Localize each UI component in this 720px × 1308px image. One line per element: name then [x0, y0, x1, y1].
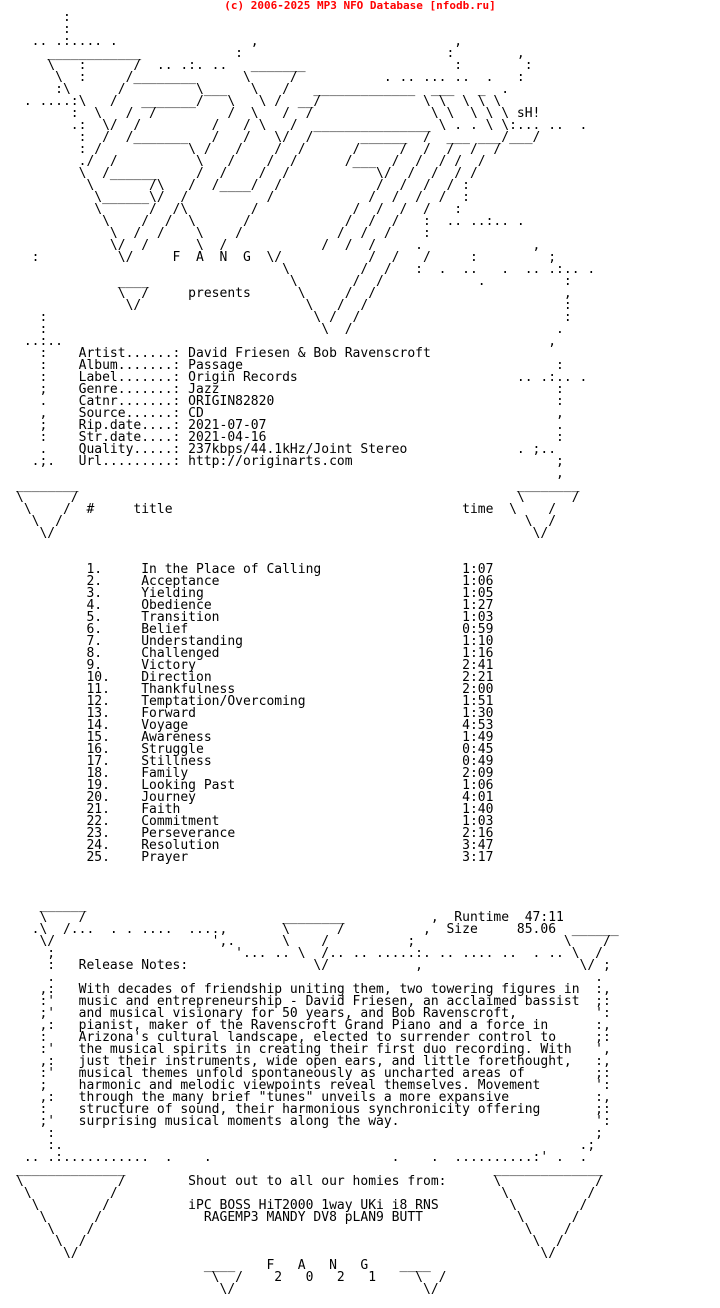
nfo-line: 19. Looking Past 1:06: [16, 778, 494, 793]
nfo-line: : Str.date....: 2021-04-16 :: [16, 430, 564, 445]
nfo-line: ;' and musical visionary for 50 years, and Bob Ravenscroft, ':: [16, 1006, 611, 1021]
nfo-line: : structure of sound, their harmonious synchronicity offering ;:: [16, 1102, 611, 1117]
nfo-line: \/ \ / / :: [16, 298, 572, 313]
nfo-line: . Quality.....: 237kbps/44.1kHz/Joint Stereo . ;..: [16, 442, 557, 457]
nfo-line: 21. Faith 1:40: [16, 802, 494, 817]
nfo-art-text: [16, 12, 619, 1296]
nfo-line: \/ ',. \ / ; \ /: [16, 934, 611, 949]
nfo-line: : \ / .: [16, 322, 564, 337]
nfo-line: ,: [16, 466, 564, 481]
nfo-line: .. .:.... . , ,: [16, 34, 463, 49]
nfo-line: 24. Resolution 3:47: [16, 838, 494, 853]
nfo-line: ,: With decades of friendship uniting them, two towering figures in :,: [16, 982, 611, 997]
nfo-line: .: \/ / / / \ / _______________ \ . . \ \:... .. .: [16, 118, 588, 133]
nfo-line: 1. In the Place of Calling 1:07: [16, 562, 494, 577]
nfo-line: \ / /\ / / / / / :: [16, 202, 463, 217]
nfo-line: 18. Family 2:09: [16, 766, 494, 781]
nfo-line: \______\/ / / / / / / :: [16, 190, 470, 205]
nfo-line: 11. Thankfulness 2:00: [16, 682, 494, 697]
nfo-line: \ / presents \ / / ,: [16, 286, 572, 301]
nfo-line: .\ /... . . .... ...., \ / , Size 85.06 ______: [16, 922, 619, 937]
nfo-line: ______: [16, 898, 87, 913]
nfo-line: 5. Transition 1:03: [16, 610, 494, 625]
nfo-line: 25. Prayer 3:17: [16, 850, 494, 865]
nfo-line: :' music and entrepreneurship - David Friesen, an acclaimed bassist ;:: [16, 994, 611, 1009]
nfo-line: \ /______ / / / / \/ / / / /: [16, 166, 478, 181]
nfo-line: , Source......: CD ,: [16, 406, 564, 421]
nfo-line: \ / ________ , Runtime 47:11: [16, 910, 564, 925]
nfo-line: :: [16, 22, 71, 37]
nfo-line: 2. Acceptance 1:06: [16, 574, 494, 589]
nfo-line: \ / \ /: [16, 1186, 596, 1201]
nfo-line: 17. Stillness 0:49: [16, 754, 494, 769]
nfo-line: ,: pianist, maker of the Ravenscroft Grand Piano and a force in :,: [16, 1018, 611, 1033]
nfo-line: 4. Obedience 1:27: [16, 598, 494, 613]
nfo-line: \ / \ /: [16, 514, 557, 529]
nfo-line: \ : /________ \ / . .. ... .. . :: [16, 70, 525, 85]
nfo-line: ;' surprising musical moments along the way. ':: [16, 1114, 611, 1129]
nfo-line: .. .:........... . . . . ..........:' . .: [16, 1150, 588, 1165]
nfo-line: 7. Understanding 1:10: [16, 634, 494, 649]
nfo-line: 6. Belief 0:59: [16, 622, 494, 637]
nfo-line: : \/ F A N G \/ / / / : ;: [16, 250, 557, 265]
nfo-line: . Catnr.......: ORIGIN82820 :: [16, 394, 564, 409]
nfo-line: : Release Notes: \/ , \/ ;: [16, 958, 611, 973]
nfo-line: .;. Url.........: http://originarts.com ;: [16, 454, 564, 469]
nfo-line: 13. Forward 1:30: [16, 706, 494, 721]
nfo-line: 22. Commitment 1:03: [16, 814, 494, 829]
nfo-line: : Arizona's cultural landscape, elected to surrender control to ;:: [16, 1030, 611, 1045]
nfo-line: : \ / / / \ / / \ \ \ \ \ sH!: [16, 106, 541, 121]
nfo-line: \ / \ /: [16, 1222, 572, 1237]
nfo-line: \ / 2 0 2 1 \ /: [16, 1270, 447, 1285]
nfo-line: : / \ / / / / / / / / / /: [16, 142, 502, 157]
nfo-line: \/ \/: [16, 1246, 557, 1261]
nfo-line: : Artist......: David Friesen & Bob Ravenscroft: [16, 346, 431, 361]
nfo-line: \ / RAGEMP3 MANDY DV8 pLAN9 BUTT \ /: [16, 1210, 580, 1225]
nfo-line: ,: just their instruments, wide open ears, and little forethought, :,: [16, 1054, 611, 1069]
nfo-line: \ / \ /: [16, 1234, 564, 1249]
nfo-line: 8. Challenged 1:16: [16, 646, 494, 661]
nfo-line: 9. Victory 2:41: [16, 658, 494, 673]
nfo-line: : Label.......: Origin Records .. .:.. .: [16, 370, 588, 385]
nfo-line: . ....:\ / _______/ \ \ / __/ \ \ \ \ \: [16, 94, 502, 109]
site-header: (c) 2006-2025 MP3 NFO Database [nfodb.ru]: [224, 0, 496, 12]
nfo-line: 14. Voyage 4:53: [16, 718, 494, 733]
nfo-line: ..:.. ,: [16, 334, 557, 349]
nfo-line: :\ / \___ \ / _____________ ___ _ .: [16, 82, 510, 97]
nfo-line: \ / \ /: [16, 490, 580, 505]
nfo-line: 15. Awareness 1:49: [16, 730, 494, 745]
nfo-line: ,: through the many brief "tunes" unveils a more expansive :,: [16, 1090, 611, 1105]
nfo-line: :' the musical spirits in creating their first duo recording. With ',: [16, 1042, 611, 1057]
nfo-line: ; Rip.date....: 2021-07-07 .: [16, 418, 564, 433]
nfo-line: ____ \ / / . :: [16, 274, 572, 289]
nfo-line: . .: [16, 970, 603, 985]
nfo-line: 23. Perseverance 2:16: [16, 826, 494, 841]
nfo-line: :' musical themes unfold spontaneously as uncharted areas of ;:: [16, 1066, 611, 1081]
nfo-line: 3. Yielding 1:05: [16, 586, 494, 601]
nfo-line: \ / / \ / / / / :: [16, 226, 431, 241]
nfo-line: ____________ : : ,: [16, 46, 525, 61]
nfo-line: \ / / : . .. . .. .:.. .: [16, 262, 596, 277]
nfo-line: ; harmonic and melodic viewpoints reveal themselves. Movement ':: [16, 1078, 611, 1093]
nfo-line: ; '... .. \ /.. .. .....:. .. .... .. . .. \ /: [16, 946, 603, 961]
nfo-line: : Album.......: Passage :: [16, 358, 564, 373]
nfo-line: \/ \/: [16, 526, 549, 541]
nfo-line: ; Genre.......: Jazz :: [16, 382, 564, 397]
nfo-line: \ /\ / /____/ / / / / / :: [16, 178, 470, 193]
nfo-line: ________ ________: [16, 478, 580, 493]
nfo-line: : / /_______ / / \/ / ______ / ___ ___/___/: [16, 130, 541, 145]
nfo-line: 10. Direction 2:21: [16, 670, 494, 685]
nfo-line: ./ / \ / / / /___ / / / / /: [16, 154, 486, 169]
nfo-line: ____ F A N G ____: [16, 1258, 431, 1273]
nfo-line: \ / # title time \ /: [16, 502, 557, 517]
nfo-line: : \ / / :: [16, 310, 572, 325]
nfo-line: \ / Shout out to all our homies from: \ /: [16, 1174, 603, 1189]
nfo-line: 12. Temptation/Overcoming 1:51: [16, 694, 494, 709]
nfo-line: \ : / .. .:. .. _______ : :: [16, 58, 533, 73]
nfo-line: : ;: [16, 1126, 603, 1141]
nfo-line: ______________ ______________: [16, 1162, 603, 1177]
nfo-line: 20. Journey 4:01: [16, 790, 494, 805]
nfo-line: :: [16, 10, 71, 25]
nfo-line: \/ \/: [16, 1282, 439, 1297]
nfo-line: \ / / \ / / / / : .. ..:.. .: [16, 214, 525, 229]
nfo-line: 16. Struggle 0:45: [16, 742, 494, 757]
nfo-line: :. .;: [16, 1138, 596, 1153]
nfo-line: \ / iPC BOSS HiT2000 1way UKi i8 RNS \ /: [16, 1198, 588, 1213]
nfo-line: \/ / \ / / / / . ,: [16, 238, 541, 253]
